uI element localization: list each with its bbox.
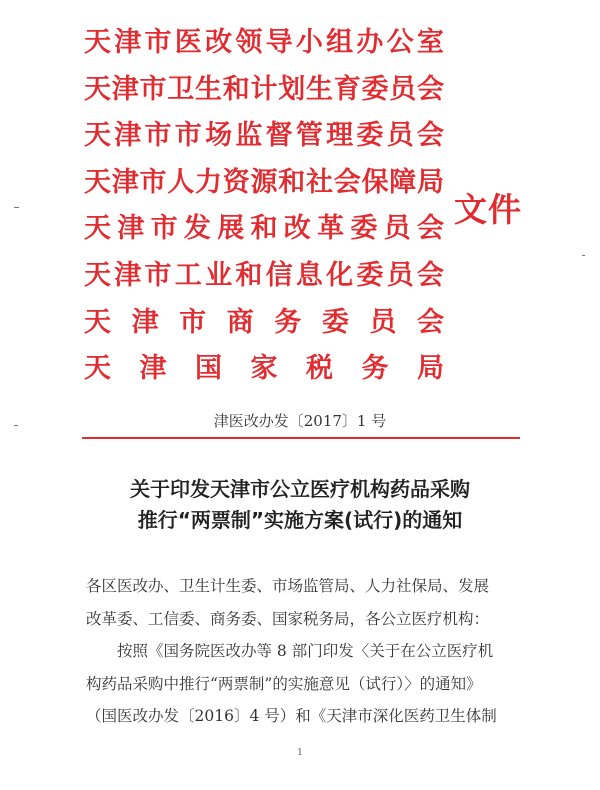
body-text xyxy=(86,570,522,733)
document-number: 津医改办发〔2017〕1 号 xyxy=(213,412,387,430)
red-divider-line xyxy=(82,437,520,439)
issuer-line: 天 津 市 工 业 和 信 息 化 委 员 会 xyxy=(84,259,444,291)
issuer-line: 天 津 国 家 税 务 局 xyxy=(84,353,444,385)
issuer-line: 天 津 市 医 改 领 导 小 组 办 公 室 xyxy=(84,27,444,58)
issuer-line: 天 津 市 人 力 资 源 和 社 会 保 障 局 xyxy=(84,166,444,198)
scan-speck xyxy=(582,255,585,256)
body-line: 改革委、工信委、商务委、国家税务局，各公立医疗机构： xyxy=(86,609,490,628)
body-line: 构药品采购中推行“两票制”的实施意见（试行）〉的通知》 xyxy=(86,674,482,693)
issuer-line: 天 津 市 市 场 监 督 管 理 委 员 会 xyxy=(84,120,444,152)
body-line: 各区医改办、卫生计生委、市场监管局、人力社保局、发展 xyxy=(86,577,490,595)
document-title xyxy=(0,474,600,536)
issuing-agencies xyxy=(84,20,444,393)
scan-speck xyxy=(14,425,18,426)
issuer-line: 天 津 市 发 展 和 改 革 委 员 会 xyxy=(84,213,444,245)
issuer-line: 天 津 市 商 务 委 员 会 xyxy=(84,306,444,338)
page-number: 1 xyxy=(297,748,303,758)
body-line: （国医改办发〔2016〕4 号）和《天津市深化医药卫生体制 xyxy=(86,707,497,725)
issuer-line: 天 津 市 卫 生 和 计 划 生 育 委 员 会 xyxy=(84,73,444,105)
scan-speck xyxy=(14,207,19,208)
body-line: 按照《国务院医改办等 8 部门印发〈关于在公立医疗机 xyxy=(117,642,494,660)
title-line-1: 关于印发天津市公立医疗机构药品采购 xyxy=(130,477,470,501)
file-label: 文件 xyxy=(454,190,522,229)
title-line-2: 推行“两票制”实施方案(试行)的通知 xyxy=(137,508,463,532)
